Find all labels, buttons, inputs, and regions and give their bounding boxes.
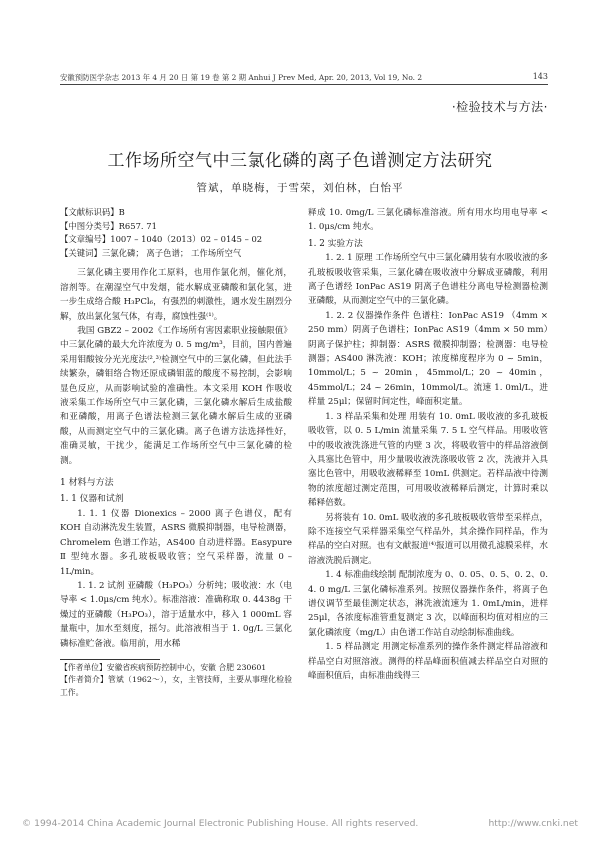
- running-header: [60, 72, 548, 83]
- paragraph-principle: 1. 2. 1 原理 工作场所空气中三氯化磷用装有水吸收液的多孔玻板吸收管采集，三氯化磷在吸收液中分解成亚磷酸，利用离子色谱经 IonPac AS19 阴离子色谱柱分离电导检测器检测亚磷酸，从而测定空气中的三氯化磷。: [308, 253, 548, 307]
- page-number: 143: [532, 72, 548, 81]
- clc-number: 【中图分类号】R657. 71: [60, 220, 157, 231]
- doc-id-code: 【文献标识码】B: [60, 207, 125, 217]
- paragraph-sample-measurement: 1. 5 样品测定 用测定标准系列的操作条件测定样品溶液和样品空白对照溶液。测得的样品峰面积值减去样品空白对照的峰面积值后，由标准曲线得三: [308, 642, 548, 681]
- copyright-notice: © 1994-2014 China Academic Journal Electronic Publishing House. All rights reserved.: [22, 818, 419, 829]
- footnote-author-bio: 【作者简介】管斌（1962～），女，主管技师，主要从事理化检验工作。: [60, 675, 292, 697]
- footnote-divider: [60, 659, 160, 660]
- keywords: 【关键词】三氯化磷； 离子色谱； 工作场所空气: [60, 247, 242, 258]
- right-column: [308, 206, 548, 683]
- footer-url: http://www.cnki.net: [488, 818, 578, 829]
- paragraph-standard-curve: 1. 4 标准曲线绘制 配制浓度为 0、0. 05、0. 5、0. 2、0. 4. 0 mg/L 三氯化磷标准系列。按照仪器操作条件，将离子色谱仪调节至最佳测定状态，淋洗液流速为 1. 0mL/min，进样 25μl，各浓度标准管重复测定 3 次，以峰面积均值对相应的三氯化磷浓度（mg/L）由色谱工作站自动绘制标准曲线。: [308, 570, 548, 638]
- article-title: 工作场所空气中三氯化磷的离子色谱测定方法研究: [107, 151, 493, 171]
- footnote-author-unit: 【作者单位】安徽省疾病预防控制中心，安徽 合肥 230601: [60, 662, 267, 672]
- section-tag: ·检验技术与方法·: [451, 100, 548, 114]
- author-list: 管斌，单晓梅，于雪荣，刘伯林，白怡平: [196, 182, 404, 194]
- paragraph-reagents: 1. 1. 2 试剂 亚磷酸（H₃PO₃）分析纯；吸收液：水（电导率 < 1.0μs/cm 纯水）。标准溶液：准确称取 0. 4438g 干燥过的亚磷酸（H₃PO₃），溶于适量水中，移入 1 000mL 容量瓶中，加水至刻度，摇匀。此溶液相当于 1. 0g/L 三氯化磷标准贮备液。临用前，用水稀: [60, 580, 292, 649]
- article-number: 【文章编号】1007 – 1040（2013）02 – 0145 – 02: [60, 234, 263, 245]
- journal-citation: 安徽预防医学杂志 2013 年 4 月 20 日 第 19 卷 第 2 期 Anhui J Prev Med, Apr. 20, 2013, Vol 19, No. 2: [60, 73, 423, 82]
- header-divider: [60, 84, 548, 85]
- section-heading-materials-methods: 1 材料与方法: [60, 478, 114, 489]
- subheading-experimental-method: 1. 2 实验方法: [308, 238, 363, 249]
- page-footer: [22, 818, 578, 829]
- intro-paragraph-2: 我国 GBZ2 – 2002《工作场所有害因素职业接触限值》中三氯化磷的最大允许浓度为 0. 5 mg/m³，目前，国内普遍采用钼酸铵分光光度法⁽²,³⁾检测空气中的三氯化磷，但此法手续繁杂，磷钼络合物还原成磷钼蓝的酸度不易控制，会影响显色反应，从而影响试验的准确性。本文采用 KOH 作吸收液采集工作场所空气中三氯化磷，三氯化磷水解后生成盐酸和亚磷酸，用离子色谱法检测三氯化磷水解后生成的亚磷酸，从而测定空气中的三氯化磷。离子色谱方法选择性好，准确灵敏，干扰少，能满足工作场所空气中三氯化磷的检测。: [60, 326, 292, 466]
- paragraph-sampling: 1. 3 样品采集和处理 用装有 10. 0mL 吸收液的多孔玻板吸收管，以 0. 5 L/min 流量采集 7. 5 L 空气样品。用吸收管中的吸收液洗涤进气管的内壁 3 次，将吸收管中的样品溶液倒入具塞比色管中，用少量吸收液洗涤吸收管 2 次，洗液并入具塞比色管中，用吸收液稀释至 10mL 供测定。若样品液中待测物的浓度超过测定范围，可用吸收液稀释后测定，计算时乘以稀释倍数。: [308, 411, 548, 509]
- paragraph-continuation: 释成 10. 0mg/L 三氯化磷标准溶液。所有用水均用电导率 < 1. 0μs/cm 纯水。: [308, 208, 548, 233]
- paragraph-blank-control: 另将装有 10. 0mL 吸收液的多孔玻板吸收管带至采样点，除不连接空气采样器采集空气样品外，其余操作同样品，作为样品的空白对照。也有文献报道⁽⁴⁾报道可以用微孔滤膜采样，水溶液洗脱后测定。: [308, 512, 548, 566]
- paragraph-operating-conditions: 1. 2. 2 仪器操作条件 色谱柱：IonPac AS19 （4mm × 250 mm）阴离子色谱柱；IonPac AS19（4mm × 50 mm）阴离子保护柱；抑制器：ASRS 微膜抑制器；检测器：电导检测器；AS400 淋洗液：KOH；浓度梯度程序为 0 ~ 5min，10mmol/L；5 ~ 20min，45mmol/L；20 ~ 40min，45mmol/L；24 ~ 26min，10mmol/L。流速 1. 0ml/L，进样量 25μl；保留时间定性，峰面积定量。: [308, 310, 548, 408]
- left-column: [60, 206, 292, 699]
- subheading-instruments-reagents: 1. 1 仪器和试剂: [60, 494, 124, 505]
- paragraph-instruments: 1. 1. 1 仪器 Dionexics – 2000 离子色谱仪，配有 KOH 自动淋洗发生装置，ASRS 微膜抑制器，电导检测器，Chromelem 色谱工作站，AS400 自动进样器。Easypure Ⅱ 型纯水器。多孔玻板吸收管；空气采样器，流量 0 – 1L/min。: [60, 508, 292, 577]
- intro-paragraph-1: 三氯化磷主要用作化工原料，也用作氯化剂，催化剂，溶剂等。在潮湿空气中发烟，能水解成亚磷酸和氯化氢，进一步生成络合酸 H₃PCl₆，有强烈的刺激性，遇水发生剧烈分解，放出氯化氢气体，有毒，腐蚀性强⁽¹⁾。: [60, 268, 292, 322]
